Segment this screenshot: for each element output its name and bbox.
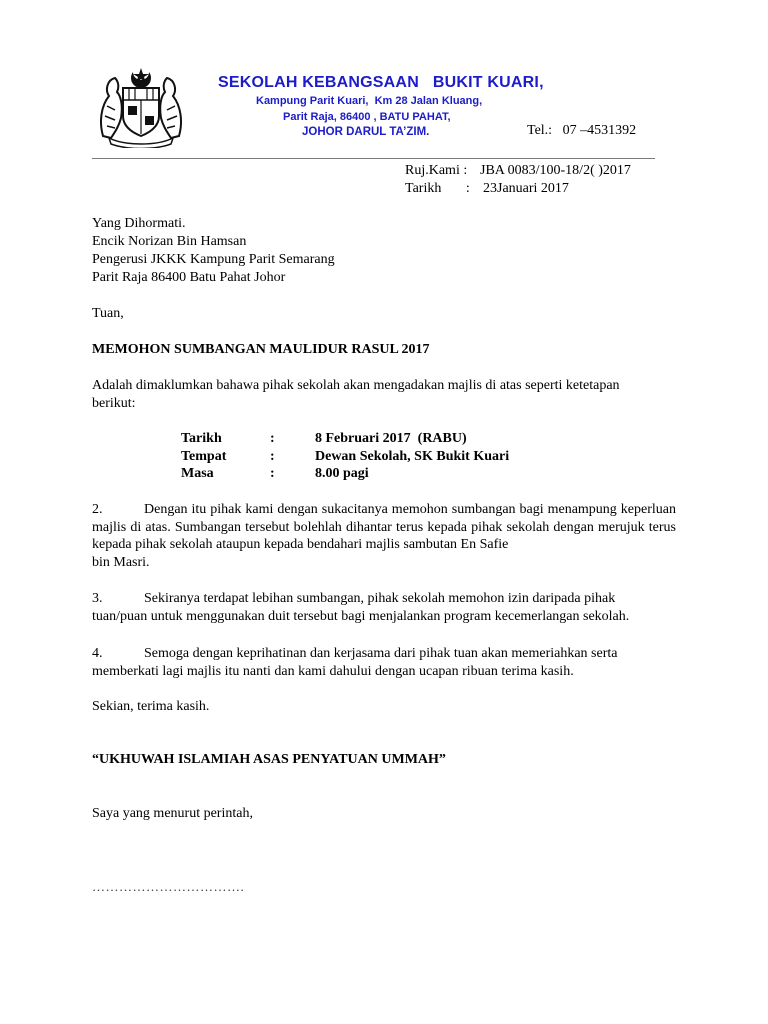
telephone-number: Tel.: 07 –4531392 — [527, 123, 637, 138]
detail-colon: : — [270, 466, 275, 481]
school-name: SEKOLAH KEBANGSAAN BUKIT KUARI, — [218, 74, 544, 91]
intro-line-2: berikut: — [92, 395, 136, 411]
detail-value-date: 8 Februari 2017 (RABU) — [315, 431, 467, 446]
school-motto: “UKHUWAH ISLAMIAH ASAS PENYATUAN UMMAH” — [92, 752, 446, 767]
detail-colon: : — [270, 431, 275, 446]
paragraph-line: memberkati lagi majlis itu nanti dan kami dahului dengan ucapan ribuan terima kasih. — [92, 663, 574, 679]
paragraph-line: tuan/puan untuk menggunakan duit tersebut bagi menjalankan program kecemerlangan sekolah. — [92, 608, 630, 624]
sign-off: Saya yang menurut perintah, — [92, 806, 253, 821]
recipient-position: Pengerusi JKKK Kampung Parit Semarang — [92, 252, 335, 267]
paragraph-3 — [92, 590, 676, 625]
recipient-name: Encik Norizan Bin Hamsan — [92, 234, 247, 249]
letterhead-divider — [92, 158, 655, 159]
address-line-2: Parit Raja, 86400 , BATU PAHAT, — [283, 111, 451, 123]
detail-label-date: Tarikh — [181, 431, 222, 446]
reference-label: Ruj.Kami : — [405, 163, 468, 178]
paragraph-2 — [92, 501, 676, 571]
paragraph-4 — [92, 645, 676, 680]
letter-date-label: Tarikh : — [405, 181, 470, 196]
paragraph-line: Dengan itu pihak kami dengan sukacitanya memohon sumbangan bagi menampung — [144, 502, 617, 517]
detail-colon: : — [270, 449, 275, 464]
detail-label-venue: Tempat — [181, 449, 227, 464]
address-line-1: Kampung Parit Kuari, Km 28 Jalan Kluang, — [256, 95, 483, 107]
intro-paragraph — [92, 377, 676, 412]
recipient-salutation: Yang Dihormati. — [92, 216, 186, 231]
intro-line-1: Adalah dimaklumkan bahawa pihak sekolah akan mengadakan majlis di atas seperti ketetapan — [92, 378, 620, 393]
paragraph-line: Semoga dengan keprihatinan dan kerjasama dari pihak tuan akan memeriahkan serta — [144, 646, 618, 661]
greeting: Tuan, — [92, 306, 124, 321]
paragraph-line: dengan merujuk terus kepada pihak sekolah ataupun kepada bendahari majlis sambutan En Safie — [92, 519, 677, 552]
paragraph-number: 2. — [92, 502, 103, 517]
address-line-3: JOHOR DARUL TA’ZIM. — [302, 126, 430, 138]
paragraph-line: bin Masri. — [92, 554, 150, 570]
paragraph-number: 4. — [92, 646, 103, 661]
detail-value-venue: Dewan Sekolah, SK Bukit Kuari — [315, 449, 510, 464]
subject-heading: MEMOHON SUMBANGAN MAULIDUR RASUL 2017 — [92, 342, 430, 357]
malaysia-coat-of-arms-icon — [95, 66, 187, 148]
detail-value-time: 8.00 pagi — [315, 466, 369, 481]
recipient-address: Parit Raja 86400 Batu Pahat Johor — [92, 270, 286, 285]
reference-value: JBA 0083/100-18/2( )2017 — [480, 163, 631, 178]
closing-text: Sekian, terima kasih. — [92, 699, 210, 714]
paragraph-line: Sekiranya terdapat lebihan sumbangan, pihak sekolah memohon izin daripada pihak — [144, 591, 616, 606]
letter-date-value: 23Januari 2017 — [483, 181, 569, 196]
detail-label-time: Masa — [181, 466, 214, 481]
paragraph-number: 3. — [92, 591, 103, 606]
paragraph-line: keperluan majlis di atas. Sumbangan tersebut bolehlah dihantar terus kepada pihak sekolah — [92, 502, 676, 535]
signature-line: ……………………………. — [92, 879, 245, 894]
